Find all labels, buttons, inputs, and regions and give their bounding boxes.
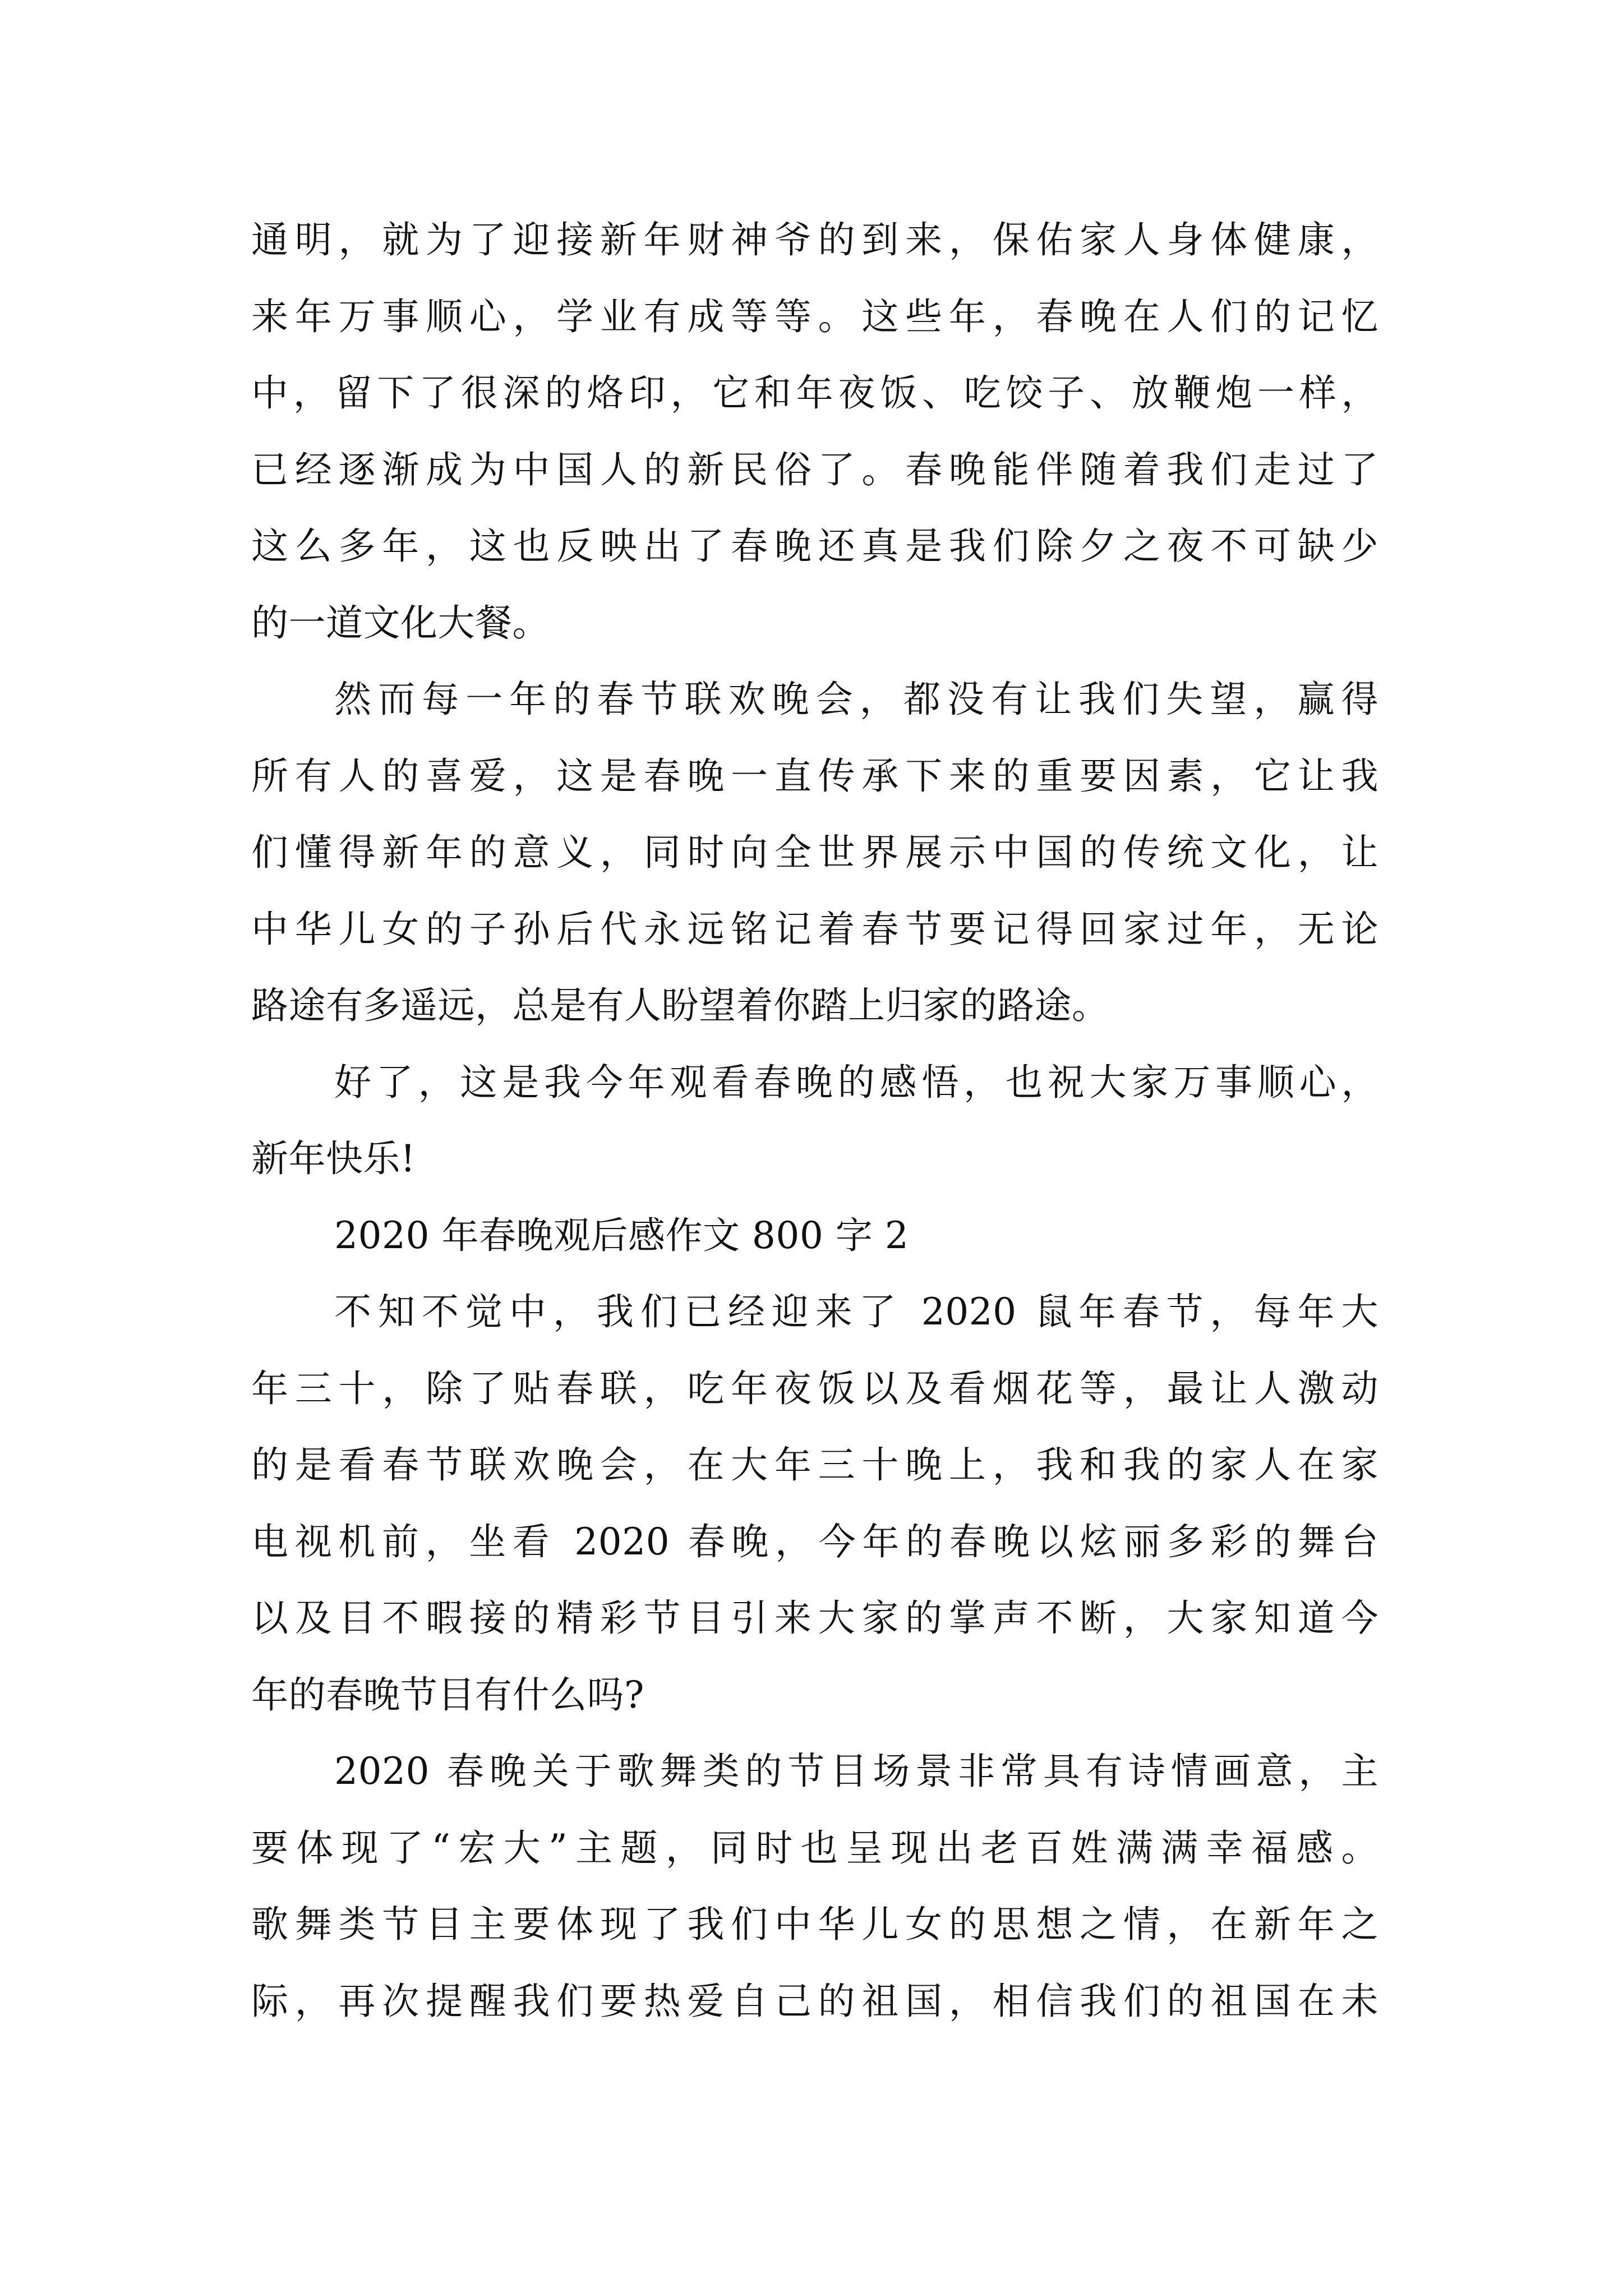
paragraph-2-line-4: 中华儿女的子孙后代永远铭记着春节要记得回家过年，无论 — [251, 907, 1378, 951]
paragraph-1-line-1: 通明，就为了迎接新年财神爷的到来，保佑家人身体健康， — [251, 218, 1378, 261]
paragraph-1-line-2: 来年万事顺心，学业有成等等。这些年，春晚在人们的记忆 — [251, 295, 1378, 338]
paragraph-1-line-3: 中，留下了很深的烙印，它和年夜饭、吃饺子、放鞭炮一样， — [251, 371, 1378, 415]
paragraph-3-line-2: 新年快乐! — [251, 1137, 416, 1180]
paragraph-5-line-2: 要体现了“宏大”主题，同时也呈现出老百姓满满幸福感。 — [251, 1826, 1378, 1870]
paragraph-1-line-5: 这么多年，这也反映出了春晚还真是我们除夕之夜不可缺少 — [251, 524, 1378, 568]
document-body — [251, 202, 1378, 2040]
paragraph-5-line-4: 际，再次提醒我们要热爱自己的祖国，相信我们的祖国在未 — [251, 1979, 1378, 2023]
paragraph-4-line-3: 的是看春节联欢晚会，在大年三十晚上，我和我的家人在家 — [251, 1443, 1378, 1487]
paragraph-4-line-4: 电视机前，坐看 2020 春晚，今年的春晚以炫丽多彩的舞台 — [251, 1520, 1378, 1563]
paragraph-2-line-2: 所有人的喜爱，这是春晚一直传承下来的重要因素，它让我 — [251, 754, 1378, 798]
paragraph-2-line-3: 们懂得新年的意义，同时向全世界展示中国的传统文化，让 — [251, 831, 1378, 874]
paragraph-1-line-4: 已经逐渐成为中国人的新民俗了。春晚能伴随着我们走过了 — [251, 448, 1378, 491]
paragraph-2-line-1: 然而每一年的春节联欢晚会，都没有让我们失望，赢得 — [334, 678, 1378, 721]
paragraph-2-line-5: 路途有多遥远，总是有人盼望着你踏上归家的路途。 — [251, 984, 1109, 1027]
paragraph-4-line-5: 以及目不暇接的精彩节目引来大家的掌声不断，大家知道今 — [251, 1596, 1378, 1640]
paragraph-4-line-6: 年的春晚节目有什么吗? — [251, 1673, 644, 1717]
paragraph-4-line-2: 年三十，除了贴春联，吃年夜饭以及看烟花等，最让人激动 — [251, 1366, 1378, 1410]
paragraph-5-line-3: 歌舞类节目主要体现了我们中华儿女的思想之情，在新年之 — [251, 1903, 1378, 1946]
paragraph-1-line-6: 的一道文化大餐。 — [251, 601, 550, 645]
paragraph-5-line-1: 2020 春晚关于歌舞类的节目场景非常具有诗情画意，主 — [334, 1750, 1378, 1793]
section-heading: 2020 年春晚观后感作文 800 字 2 — [334, 1213, 909, 1257]
paragraph-4-line-1: 不知不觉中，我们已经迎来了 2020 鼠年春节，每年大 — [334, 1290, 1378, 1333]
paragraph-3-line-1: 好了，这是我今年观看春晚的感悟，也祝大家万事顺心， — [334, 1060, 1378, 1104]
